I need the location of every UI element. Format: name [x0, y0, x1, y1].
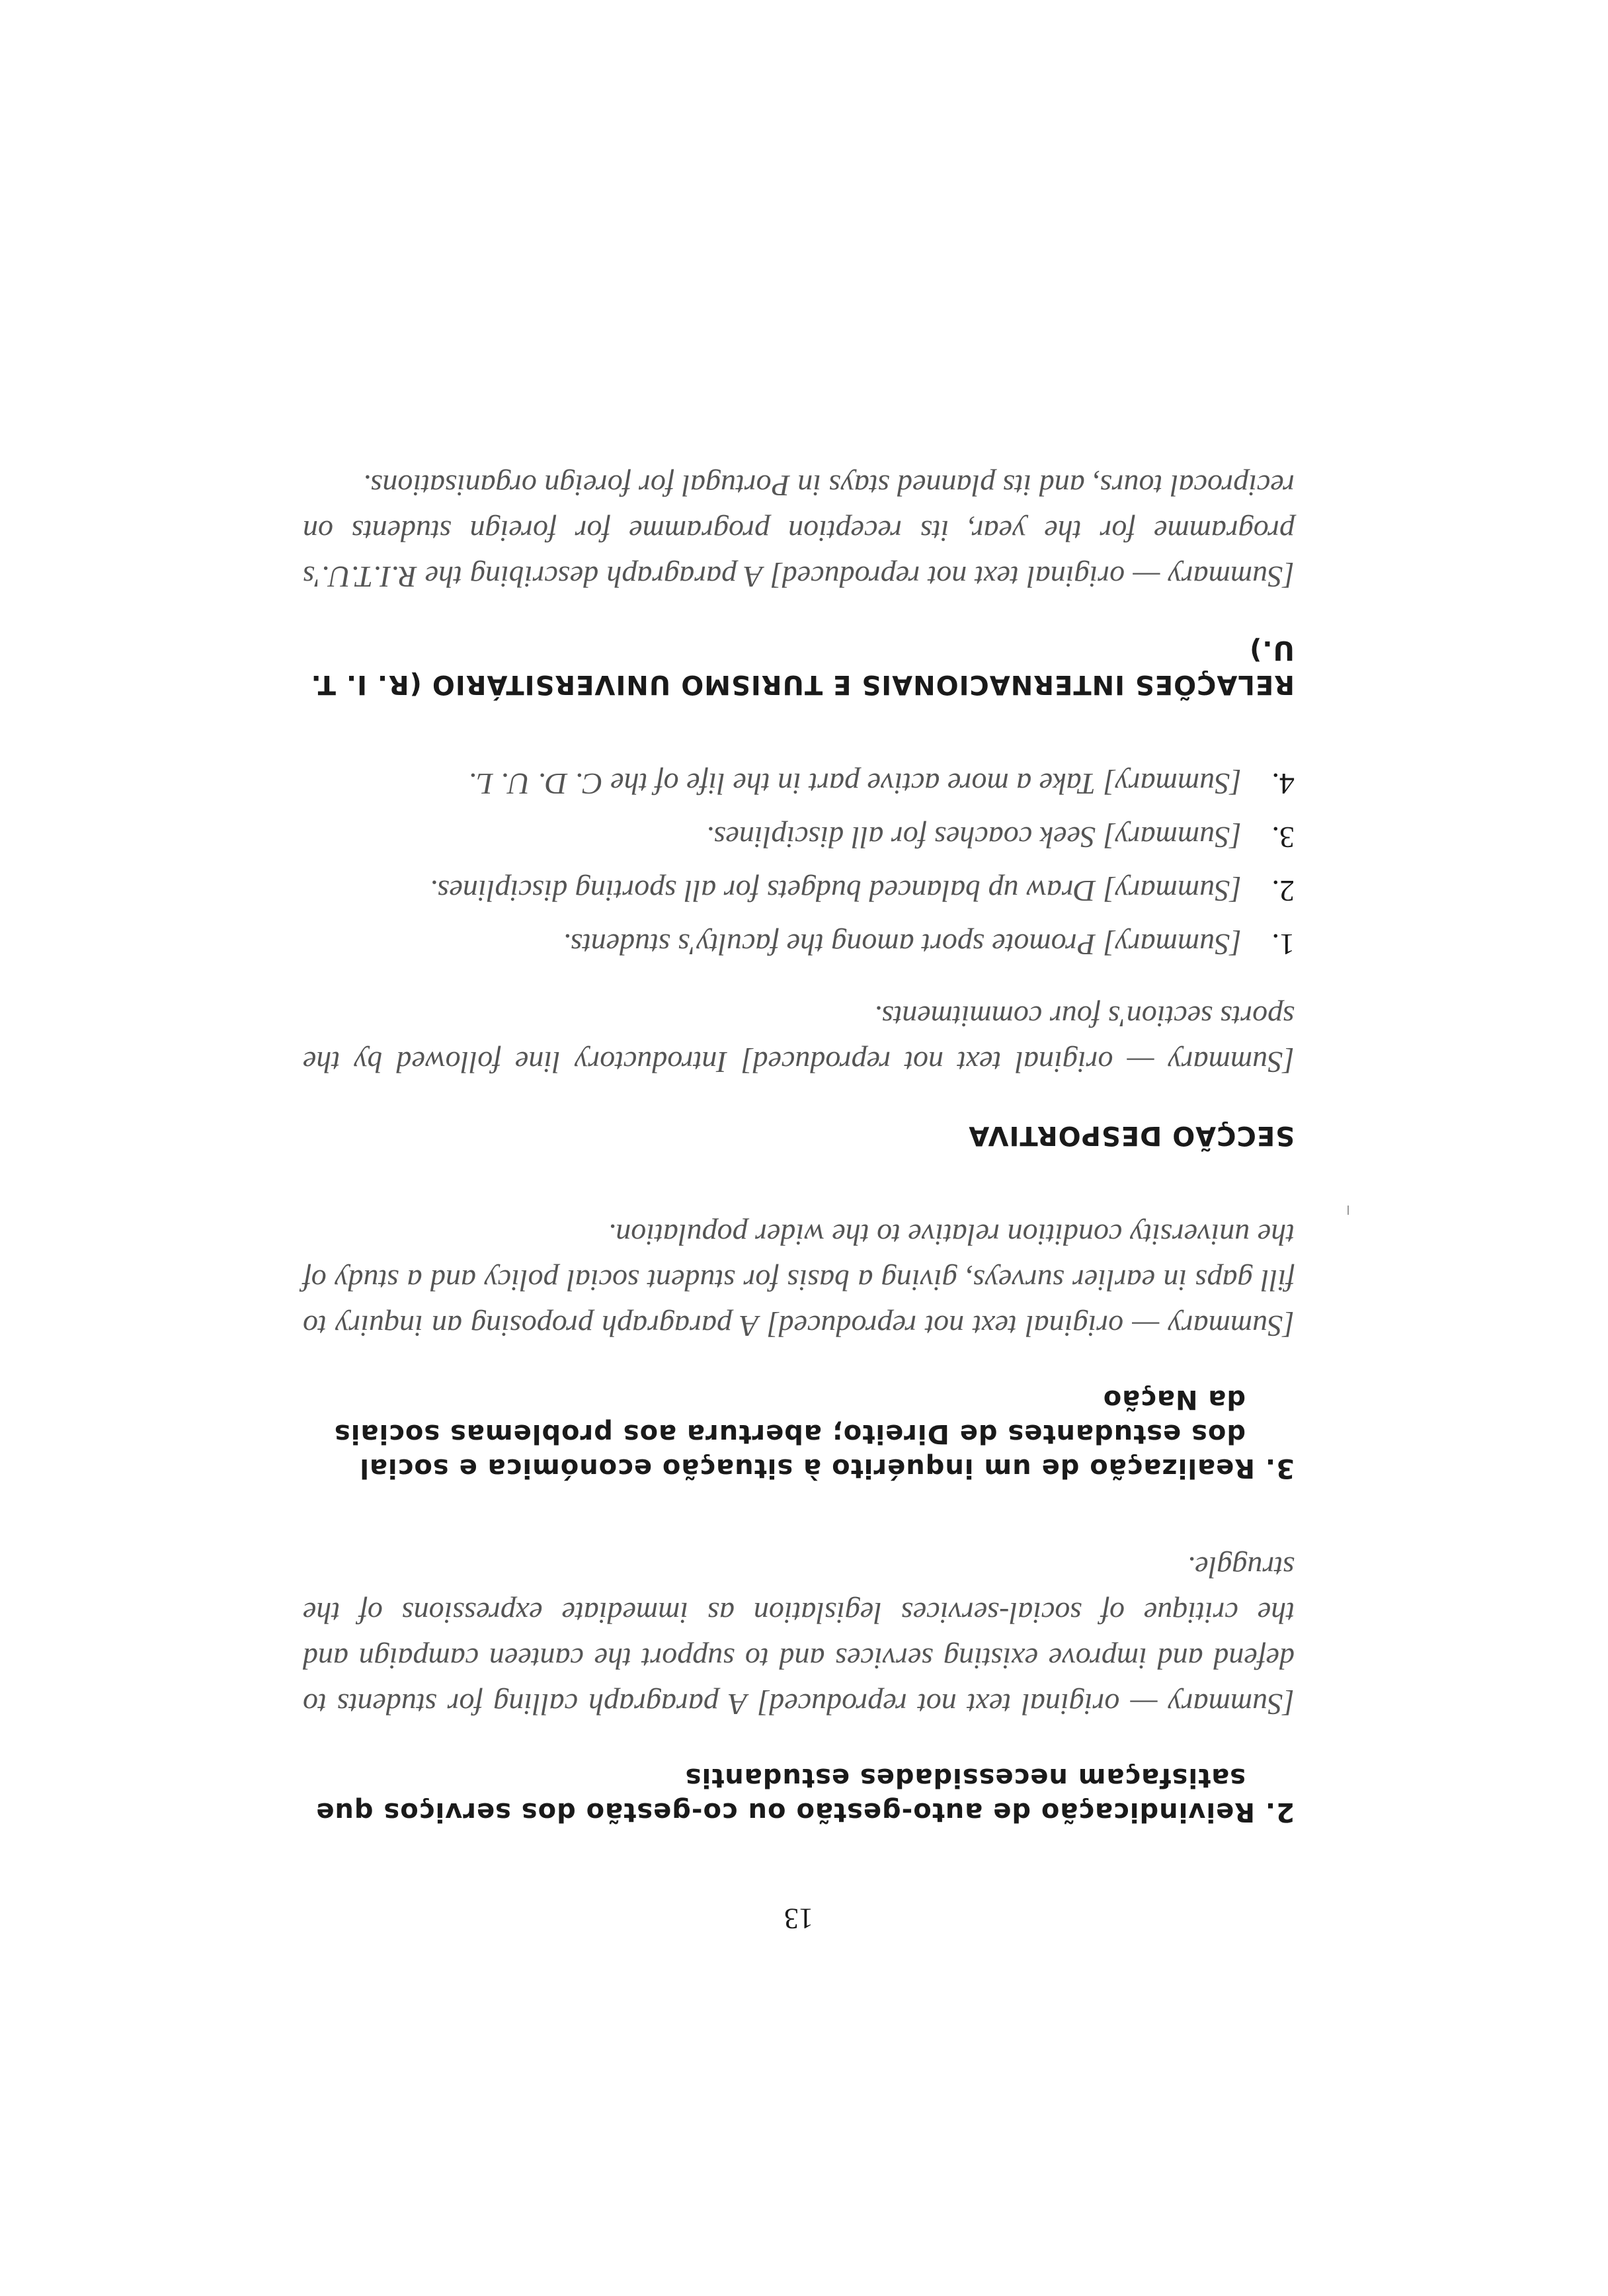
list-item	[303, 761, 1295, 807]
section-tourism	[303, 463, 1295, 702]
list-item-number: 2.	[1271, 874, 1295, 908]
list-item-summary: [Summary] Promote sport among the faculty's students.	[563, 928, 1242, 962]
section-services-summary: [Summary — original text not reproduced] A paragraph calling for students to defend and improve existing services and to support the canteen campaign and the critique of social-services legislation as immediate expressions of the struggle.	[303, 1551, 1295, 1721]
list-item-number: 3.	[1271, 821, 1295, 854]
section-sports-intro: [Summary — original text not reproduced] Introductory line followed by the sports section's four commitments.	[303, 1000, 1295, 1079]
list-item-summary: [Summary] Draw up balanced budgets for all sporting disciplines.	[430, 874, 1242, 908]
section-tourism-heading: RELAÇÕES INTERNACIONAIS E TURISMO UNIVERSITÁRIO (R. I. T. U.)	[310, 635, 1295, 700]
list-item	[303, 922, 1295, 967]
page-content	[303, 436, 1295, 1936]
section-services-heading: 2. Reivindicação de auto-gestão ou co-gestão dos serviços que satisfaçam necessidades estudantis	[315, 1762, 1295, 1827]
sports-item-list	[303, 761, 1295, 967]
page-number: 13	[784, 1903, 813, 1935]
section-tourism-summary: [Summary — original text not reproduced] A paragraph describing the R.I.T.U.'s programme for the year, its reception programme for foreign students on reciprocal tours, and its planned stays in Portugal for foreign organisations.	[303, 469, 1295, 594]
scan-artifact-mark	[1347, 1206, 1349, 1215]
list-item-summary: [Summary] Take a more active part in the life of the C. D. U. L.	[468, 767, 1242, 801]
section-services	[303, 1545, 1295, 1829]
list-item	[303, 868, 1295, 914]
section-sports	[303, 761, 1295, 1153]
list-item	[303, 815, 1295, 860]
section-inquiry	[303, 1212, 1295, 1485]
list-item-number: 4.	[1271, 767, 1295, 801]
list-item-summary: [Summary] Seek coaches for all disciplines.	[706, 821, 1242, 854]
list-item-number: 1.	[1271, 928, 1295, 962]
section-sports-heading: SECÇÃO DESPORTIVA	[968, 1120, 1295, 1151]
section-inquiry-heading: 3. Realização de um inquérito à situação económica e social dos estudantes de Direito; abertura aos problemas sociais da Nação	[333, 1384, 1295, 1483]
section-inquiry-summary: [Summary — original text not reproduced] A paragraph proposing an inquiry to fill gaps in earlier surveys, giving a basis for student social policy and a study of the university condition relative to the wider population.	[303, 1218, 1295, 1343]
